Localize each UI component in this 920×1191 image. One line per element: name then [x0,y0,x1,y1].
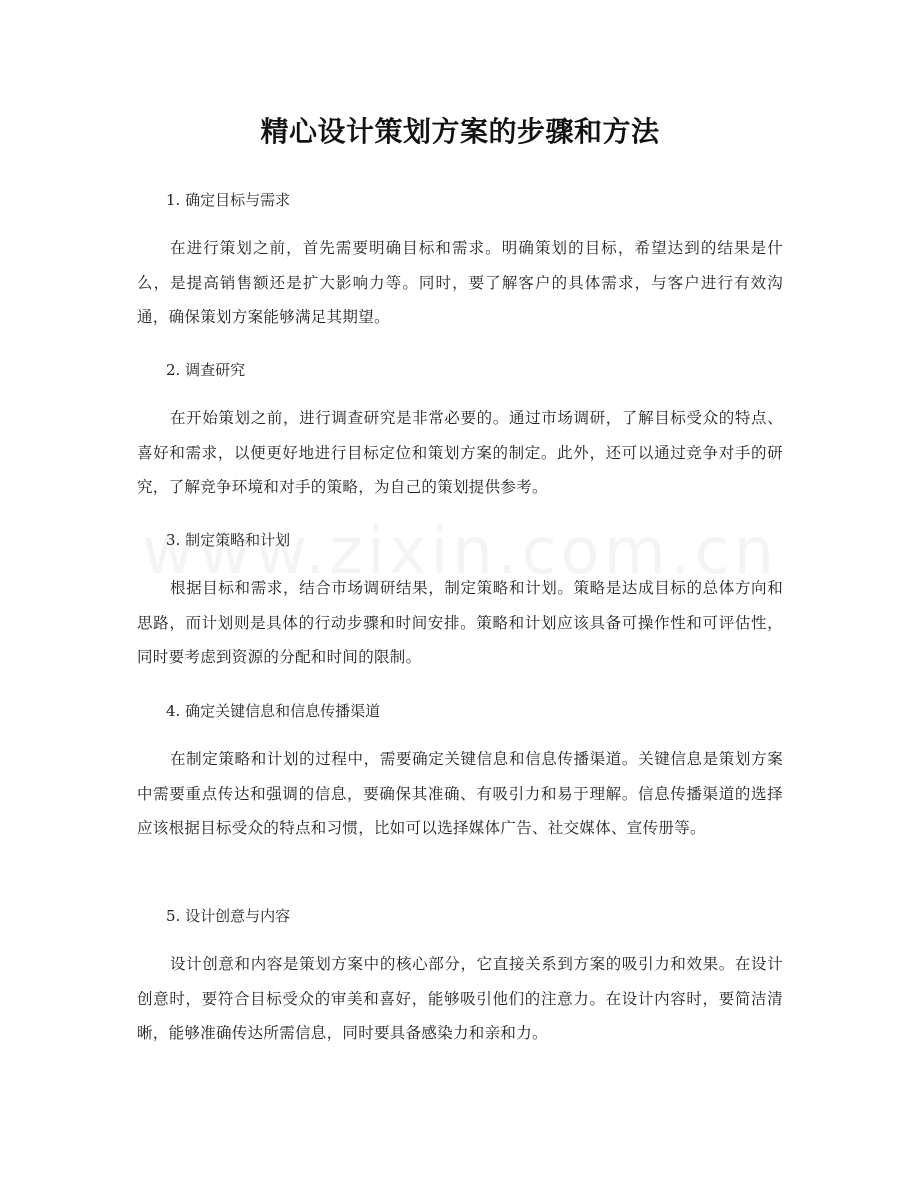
section-heading-3: 3. 制定策略和计划 [166,531,291,549]
section-paragraph-1: 在进行策划之前，首先需要明确目标和需求。明确策划的目标，希望达到的结果是什么，是提高销售额还是扩大影响力等。同时，要了解客户的具体需求，与客户进行有效沟通，确保策划方案能够满足其期望。 [137,239,783,326]
section-heading-4: 4. 确定关键信息和信息传播渠道 [166,702,381,720]
section-heading-2: 2. 调查研究 [166,361,246,379]
section-paragraph-4: 在制定策略和计划的过程中，需要确定关键信息和信息传播渠道。关键信息是策划方案中需要重点传达和强调的信息，要确保其准确、有吸引力和易于理解。信息传播渠道的选择应该根据目标受众的特点和习惯，比如可以选择媒体广告、社交媒体、宣传册等。 [137,750,783,837]
page-title: 精心设计策划方案的步骤和方法 [260,115,660,148]
section-paragraph-2: 在开始策划之前，进行调查研究是非常必要的。通过市场调研，了解目标受众的特点、喜好和需求，以便更好地进行目标定位和策划方案的制定。此外，还可以通过竞争对手的研究，了解竞争环境和对手的策略，为自己的策划提供参考。 [137,409,783,496]
section-heading-1: 1. 确定目标与需求 [166,191,291,209]
section-heading-5: 5. 设计创意与内容 [166,907,291,925]
section-paragraph-5: 设计创意和内容是策划方案中的核心部分，它直接关系到方案的吸引力和效果。在设计创意时，要符合目标受众的审美和喜好，能够吸引他们的注意力。在设计内容时，要简洁清晰，能够准确传达所需信息，同时要具备感染力和亲和力。 [137,955,783,1042]
section-paragraph-3: 根据目标和需求，结合市场调研结果，制定策略和计划。策略是达成目标的总体方向和思路，而计划则是具体的行动步骤和时间安排。策略和计划应该具备可操作性和可评估性，同时要考虑到资源的分配和时间的限制。 [137,579,783,666]
